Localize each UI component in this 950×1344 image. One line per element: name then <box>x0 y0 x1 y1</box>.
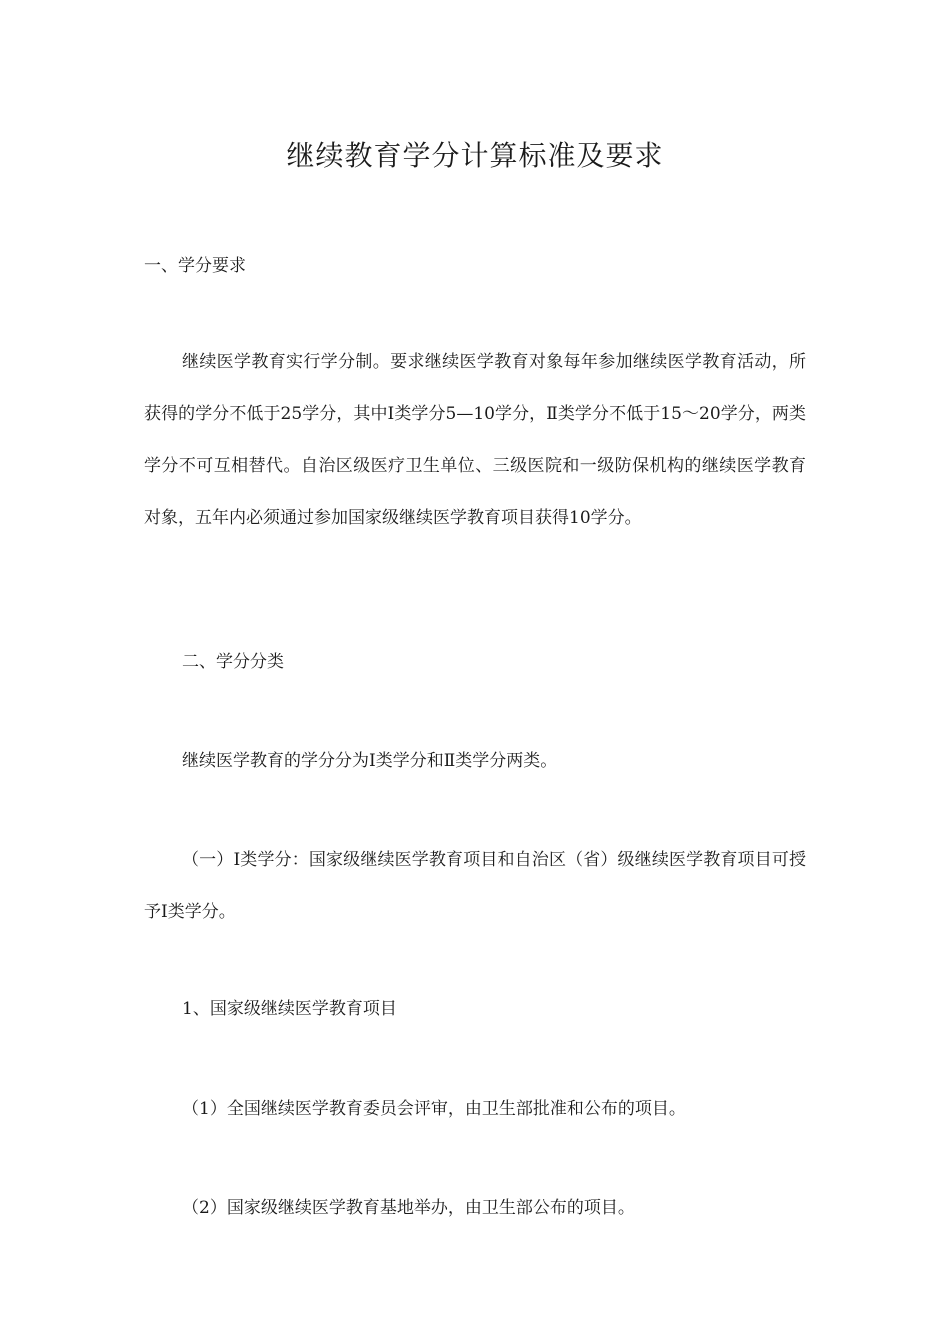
document-title: 继续教育学分计算标准及要求 <box>286 139 664 172</box>
subsection-heading-national-projects: 1、国家级继续医学教育项目 <box>182 999 397 1019</box>
section-heading-credit-categories: 二、学分分类 <box>182 652 284 672</box>
list-item-national-base-projects: （2）国家级继续医学教育基地举办，由卫生部公布的项目。 <box>182 1198 635 1218</box>
section-heading-credit-requirements: 一、学分要求 <box>144 256 246 276</box>
list-item-national-committee-projects: （1）全国继续医学教育委员会评审，由卫生部批准和公布的项目。 <box>182 1099 686 1119</box>
paragraph-category-one-credits: （一）Ⅰ类学分：国家级继续医学教育项目和自治区（省）级继续医学教育项目可授予Ⅰ类学分。 <box>144 850 806 922</box>
paragraph-credit-requirements: 继续医学教育实行学分制。要求继续医学教育对象每年参加继续医学教育活动，所获得的学分不低于25学分，其中Ⅰ类学分5—10学分，Ⅱ类学分不低于15～20学分，两类学分不可互相替代。自治区级医疗卫生单位、三级医院和一级防保机构的继续医学教育对象，五年内必须通过参加国家级继续医学教育项目获得10学分。 <box>144 352 806 528</box>
paragraph-credit-categories-intro: 继续医学教育的学分分为Ⅰ类学分和Ⅱ类学分两类。 <box>182 751 558 771</box>
